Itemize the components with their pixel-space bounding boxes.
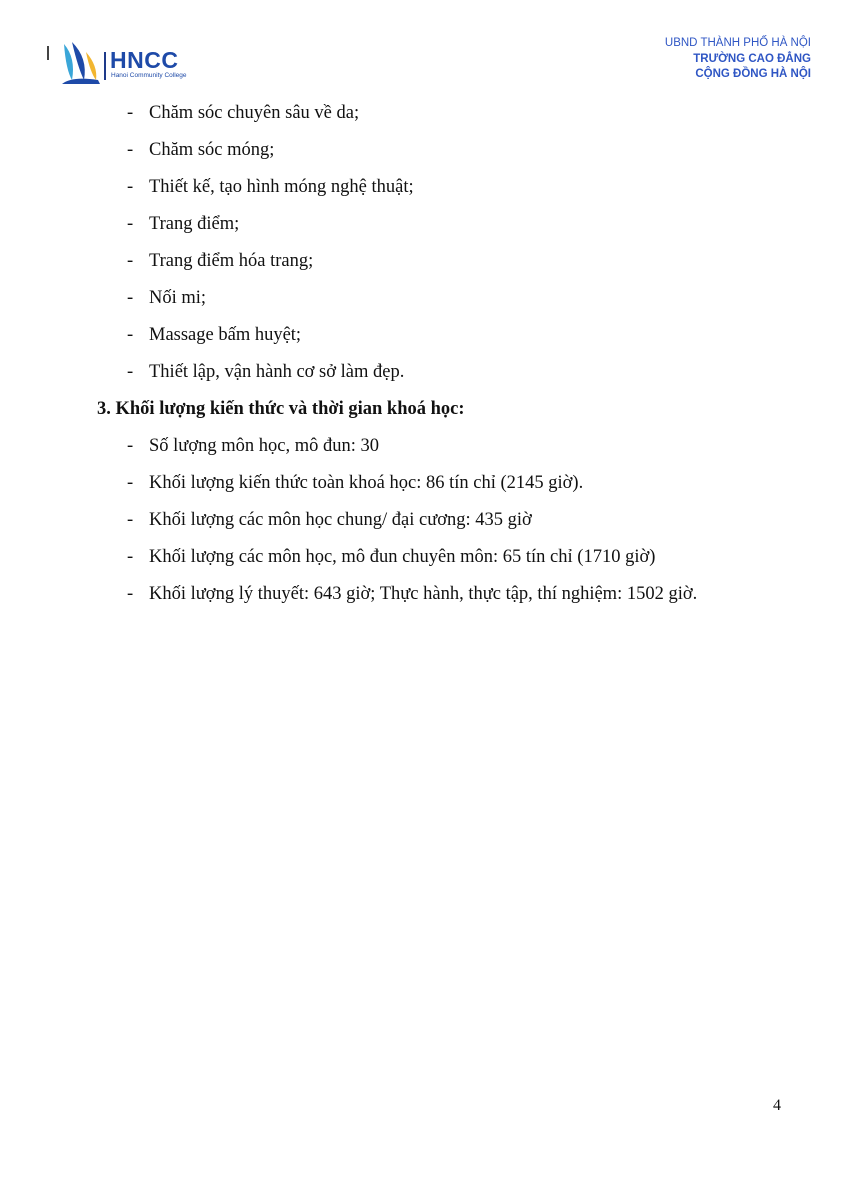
bullet-dash: - [127, 362, 134, 382]
list-item-text: Thiết kế, tạo hình móng nghệ thuật; [149, 177, 414, 197]
list-item [0, 283, 849, 320]
bullet-dash: - [127, 177, 134, 197]
bullet-dash: - [127, 436, 134, 456]
list-item [0, 246, 849, 283]
list-item-text: Số lượng môn học, mô đun: 30 [149, 436, 379, 456]
list-item-text: Chăm sóc móng; [149, 140, 275, 160]
bullet-dash: - [127, 473, 134, 493]
list-item-text: Massage bấm huyệt; [149, 325, 302, 345]
sail-logo-icon [58, 40, 102, 86]
bullet-dash: - [127, 510, 134, 530]
bullet-dash: - [127, 547, 134, 567]
list-item-text: Nối mi; [149, 288, 207, 308]
list-item-text: Trang điểm hóa trang; [149, 251, 314, 271]
list-item-text: Chăm sóc chuyên sâu về da; [149, 103, 360, 123]
org-line-1: UBND THÀNH PHỐ HÀ NỘI [664, 37, 811, 49]
list-item [0, 579, 849, 616]
list-item [0, 172, 849, 209]
list-item-text: Khối lượng các môn học, mô đun chuyên môn: 65 tín chỉ (1710 giờ) [149, 547, 656, 567]
list-item [0, 98, 849, 135]
logo-name: HNCC [110, 47, 179, 73]
college-logo [58, 40, 198, 86]
list-item-text: Thiết lập, vận hành cơ sở làm đẹp. [149, 362, 405, 382]
bullet-dash: - [127, 584, 134, 604]
section-heading [0, 394, 849, 431]
org-line-3: CỘNG ĐỒNG HÀ NỘI [695, 68, 811, 80]
list-item [0, 320, 849, 357]
list-item-text: Khối lượng lý thuyết: 643 giờ; Thực hành, thực tập, thí nghiệm: 1502 giờ. [149, 584, 698, 604]
org-line-2: TRƯỜNG CAO ĐẲNG [693, 52, 811, 65]
bullet-dash: - [127, 251, 134, 271]
list-item [0, 135, 849, 172]
list-item [0, 505, 849, 542]
organization-header [665, 36, 811, 83]
document-body [0, 98, 849, 616]
list-item [0, 431, 849, 468]
list-item [0, 209, 849, 246]
bullet-dash: - [127, 140, 134, 160]
section-heading-text: 3. Khối lượng kiến thức và thời gian khoá học: [97, 399, 465, 419]
logo-subtitle: Hanoi Community College [111, 72, 187, 79]
bullet-dash: - [127, 103, 134, 123]
page-number: 4 [773, 1097, 781, 1114]
header-marker [47, 46, 49, 60]
bullet-dash: - [127, 288, 134, 308]
list-item [0, 357, 849, 394]
bullet-dash: - [127, 325, 134, 345]
list-item-text: Khối lượng kiến thức toàn khoá học: 86 tín chỉ (2145 giờ). [149, 473, 584, 493]
list-item [0, 542, 849, 579]
list-item [0, 468, 849, 505]
logo-divider [104, 52, 106, 80]
bullet-dash: - [127, 214, 134, 234]
list-item-text: Khối lượng các môn học chung/ đại cương: 435 giờ [149, 510, 532, 530]
list-item-text: Trang điểm; [149, 214, 240, 234]
